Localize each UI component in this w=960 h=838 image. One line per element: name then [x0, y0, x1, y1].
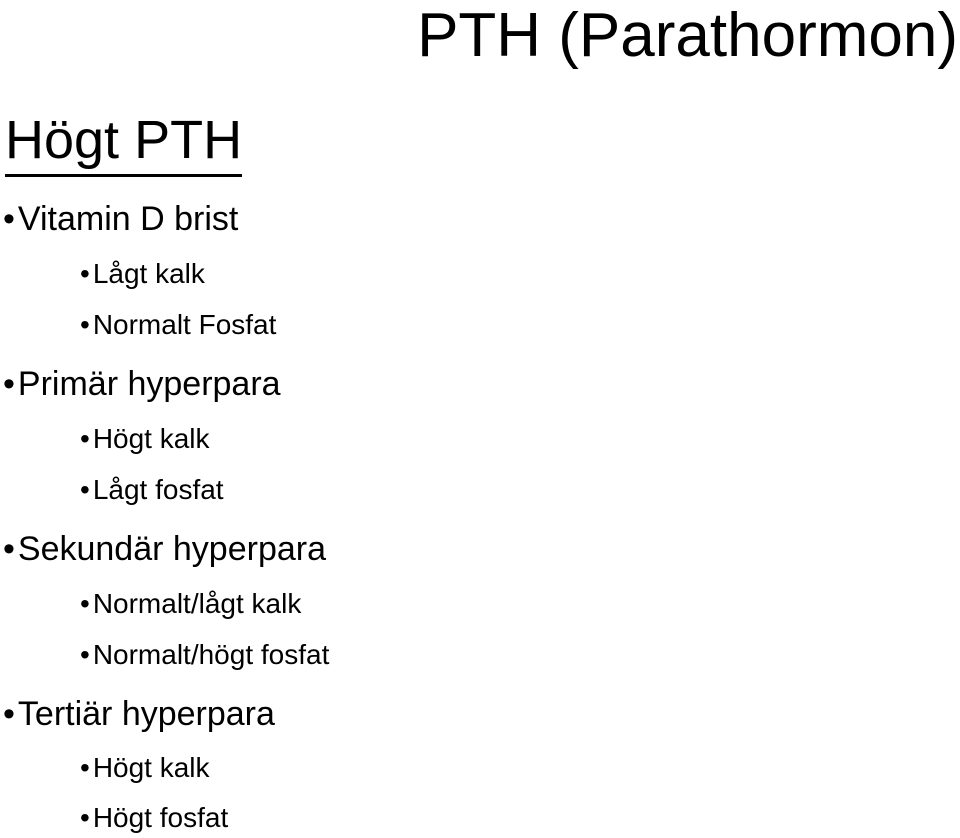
bullet-label: Lågt kalk	[92, 258, 205, 289]
bullet-item-level2	[80, 750, 210, 786]
bullet-label: Vitamin D brist	[17, 200, 239, 238]
bullet-icon: •	[80, 309, 90, 340]
bullet-label: Sekundär hyperpara	[17, 530, 326, 568]
bullet-icon: •	[3, 695, 15, 733]
bullet-icon: •	[3, 530, 15, 568]
bullet-item-level2	[80, 421, 210, 457]
bullet-label: Normalt/lågt kalk	[92, 588, 302, 619]
bullet-icon: •	[80, 474, 90, 505]
bullet-icon: •	[80, 639, 90, 670]
bullet-label: Normalt/högt fosfat	[92, 639, 330, 670]
bullet-icon: •	[3, 200, 15, 238]
bullet-item-level2	[80, 637, 329, 673]
bullet-icon: •	[80, 258, 90, 289]
bullet-item-level1	[3, 693, 275, 735]
bullet-item-level2	[80, 472, 224, 508]
slide-title: PTH (Parathormon)	[417, 1, 958, 70]
bullet-icon: •	[80, 802, 90, 833]
bullet-label: Högt kalk	[92, 752, 210, 783]
bullet-label: Högt kalk	[92, 423, 210, 454]
bullet-item-level2	[80, 586, 301, 622]
bullet-label: Lågt fosfat	[92, 474, 224, 505]
bullet-icon: •	[80, 752, 90, 783]
bullet-label: Högt fosfat	[92, 802, 229, 833]
bullet-item-level1	[3, 528, 326, 570]
bullet-icon: •	[3, 365, 15, 403]
bullet-icon: •	[80, 423, 90, 454]
bullet-icon: •	[80, 588, 90, 619]
bullet-item-level2	[80, 800, 228, 836]
bullet-item-level2	[80, 307, 276, 343]
bullet-label: Primär hyperpara	[17, 365, 281, 403]
bullet-item-level1	[3, 198, 238, 240]
bullet-label: Tertiär hyperpara	[17, 695, 275, 733]
bullet-label: Normalt Fosfat	[92, 309, 277, 340]
bullet-item-level1	[3, 363, 281, 405]
section-heading: Högt PTH	[5, 106, 242, 177]
bullet-item-level2	[80, 256, 205, 292]
